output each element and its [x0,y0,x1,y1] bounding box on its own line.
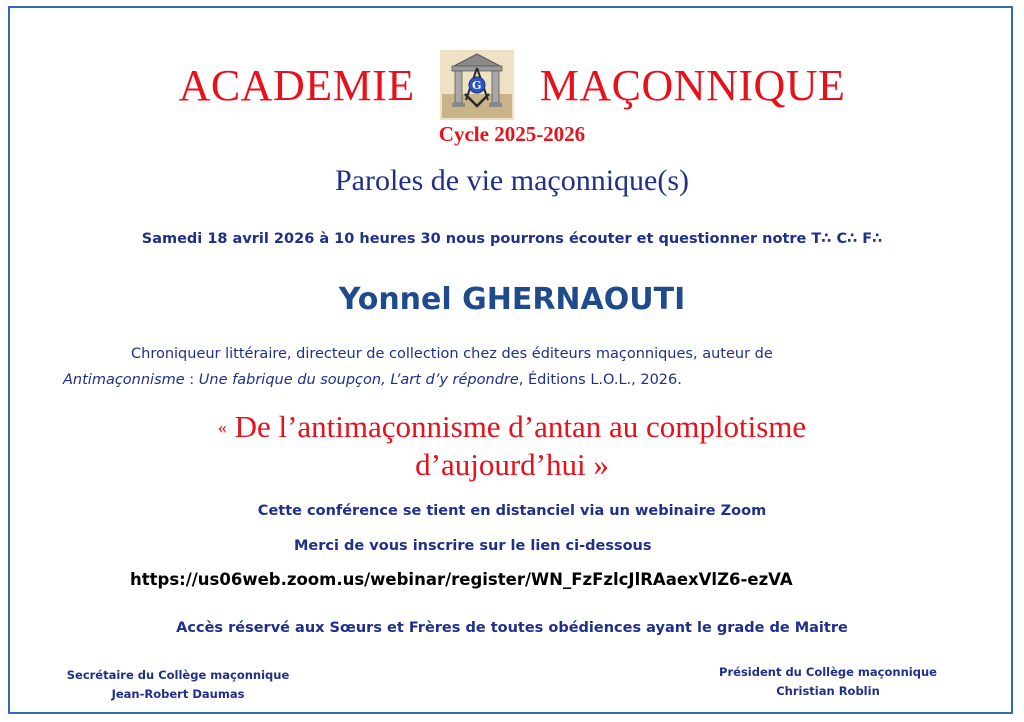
secretary-name: Jean-Robert Daumas [111,687,245,701]
book-publisher: , Éditions L.O.L., 2026. [518,372,682,388]
title-right: MAÇONNIQUE [539,60,846,110]
signature-secretary [58,666,298,704]
talk-title-line2: d’aujourd’hui » [415,447,609,482]
book-title-2: Une fabrique du soupçon, L’art d’y répondre [198,372,519,388]
speaker-name: Yonnel GHERNAOUTI [338,282,686,317]
speaker-bio-line2 [63,372,682,388]
speaker-bio-line1: Chroniqueur littéraire, directeur de collection chez des éditeurs maçonniques, auteur de [131,346,773,362]
book-title-1: Antimaçonnisme [63,372,185,388]
book-sep: : [184,372,199,388]
program-title: Paroles de vie maçonnique(s) [334,164,690,197]
president-name: Christian Roblin [776,684,880,698]
secretary-role: Secrétaire du Collège maçonnique [66,668,290,682]
signature-president [710,663,946,701]
register-instruction: Merci de vous inscrire sur le lien ci-dessous [294,538,652,554]
talk-title [0,408,1024,483]
access-note: Accès réservé aux Sœurs et Frères de toutes obédiences ayant le grade de Maitre [176,620,848,636]
open-quote: « [217,417,227,437]
masonic-emblem-icon [440,50,514,120]
title-left: ACADEMIE [178,60,415,110]
zoom-registration-link[interactable]: https://us06web.zoom.us/webinar/register/WN_FzFzlcJlRAaexVlZ6-ezVA [130,570,793,589]
talk-title-line1 [0,408,1024,446]
page-title [0,50,1024,120]
announcement: Samedi 18 avril 2026 à 10 heures 30 nous pourrons écouter et questionner notre T∴ C∴ F∴ [141,231,883,247]
svg-text:G: G [472,79,483,92]
talk-line1-text: De l’antimaçonnisme d’antan au complotisme [234,409,807,444]
president-role: Président du Collège maçonnique [719,665,937,679]
cycle-label: Cycle 2025-2026 [438,122,586,146]
conference-format: Cette conférence se tient en distanciel via un webinaire Zoom [257,503,767,519]
